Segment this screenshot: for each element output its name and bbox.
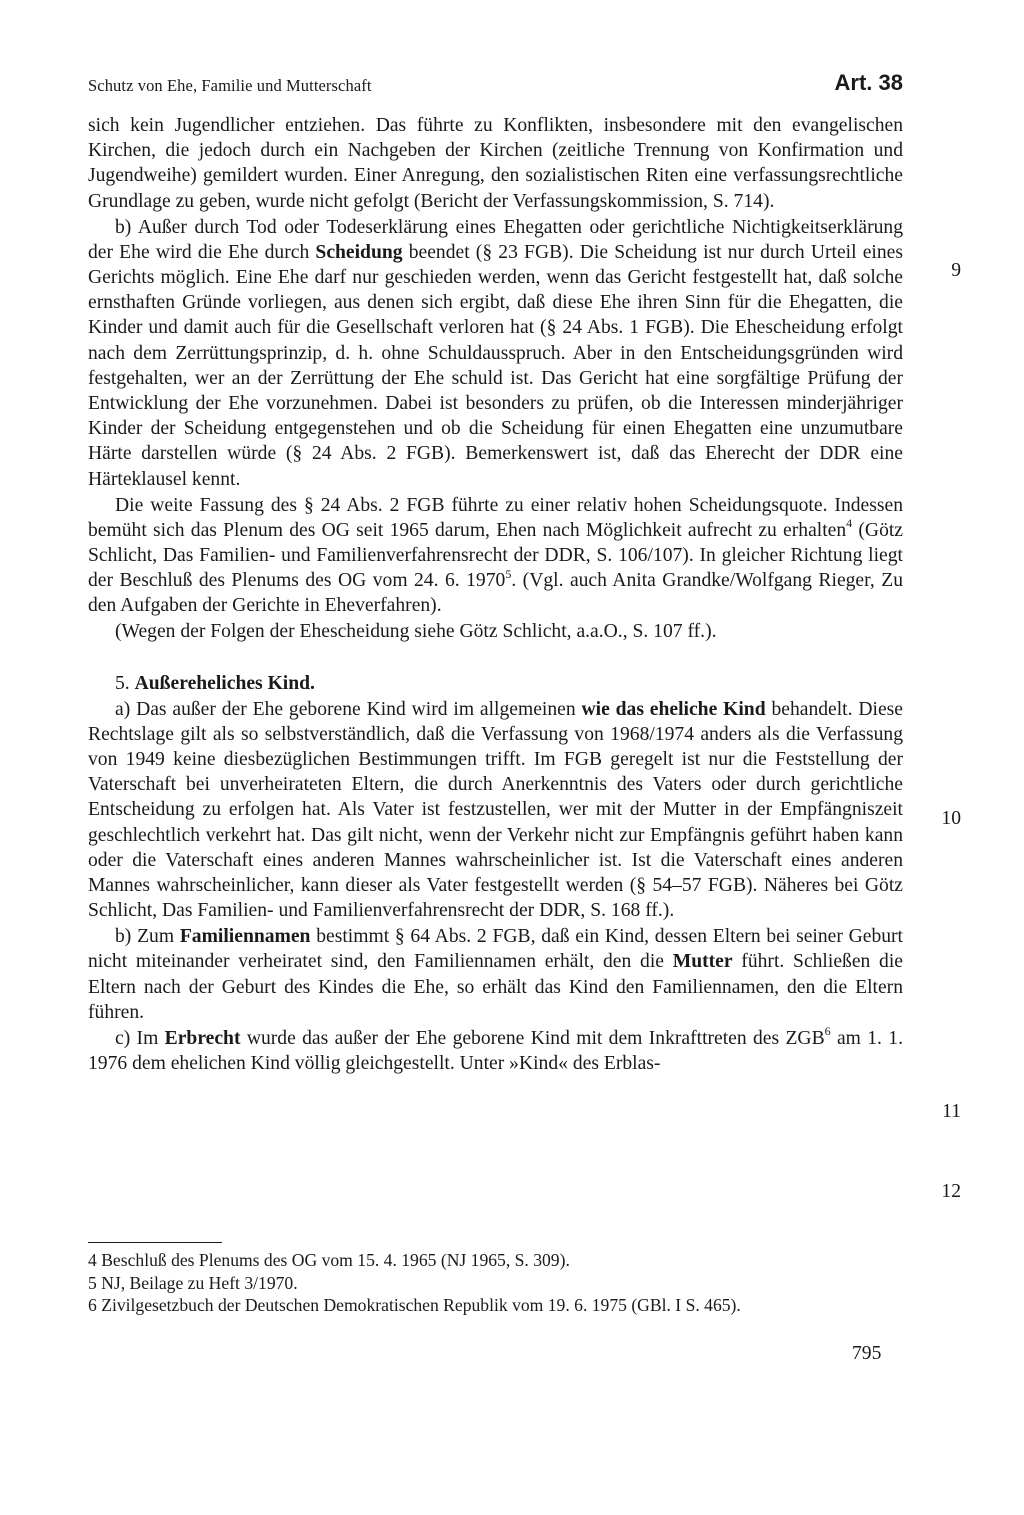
section-number: 5.: [115, 672, 135, 694]
footnote: 6 Zivilgesetzbuch der Deutschen Demokratischen Republik vom 19. 6. 1975 (GBl. I S. 465).: [88, 1295, 741, 1316]
bold-term: Scheidung: [315, 241, 403, 263]
paragraph-text: . (Vgl. auch Anita Grandke/Wolfgang Rieger, Zu den Aufgaben der Gerichte in Eheverfahren).: [88, 570, 903, 617]
footnote-ref: 6: [824, 1024, 831, 1039]
paragraph-text: c) Im: [115, 1027, 165, 1049]
paragraph-text: Die weite Fassung des § 24 Abs. 2 FGB führte zu einer relativ hohen Scheidungsquote. Indessen bemüht sich das Plenum des OG seit 1965 darum, Ehen nach Möglichkeit aufrecht zu erhalten: [88, 494, 903, 541]
section-heading: [88, 671, 903, 696]
footnote: 4 Beschluß des Plenums des OG vom 15. 4. 1965 (NJ 1965, S. 309).: [88, 1250, 570, 1270]
paragraph-text: a) Das außer der Ehe geborene Kind wird im allgemeinen: [115, 698, 582, 720]
paragraph-text: b) Außer durch Tod oder Todeserklärung eines Ehegatten oder gerichtliche Nichtigkeitserklärung der Ehe wird die Ehe durch: [88, 216, 903, 263]
paragraph-1: sich kein Jugendlicher entziehen. Das führte zu Konflikten, insbesondere mit den evangelischen Kirchen, die jedoch durch ein Nachgeben der Kirchen (zeitliche Trennung von Konfirmation und Jugendweihe) gemildert wurden. Einer Anregung, den sozialistischen Riten eine verfassungsrechtliche Grundlage zu geben, wurde nicht gefolgt (Bericht der Verfassungskommission, S. 714).: [88, 115, 903, 212]
footnote-ref: 4: [846, 516, 853, 531]
margin-number: 12: [941, 1181, 961, 1202]
paragraph-erbrecht: [88, 1026, 903, 1076]
footnote-ref: 5: [505, 566, 512, 581]
bold-term: Erbrecht: [164, 1027, 241, 1049]
paragraph-text: bestimmt § 64 Abs. 2 FGB, daß ein Kind, dessen Eltern bei seiner Geburt nicht miteinander verheiratet sind, den Familiennamen erhält, den die: [88, 926, 904, 973]
paragraph-text: behandelt. Diese Rechtslage gilt als so selbstverständlich, daß die Verfassung von 1968/1974 anders als die Verfassung von 1949 keine diesbezüglichen Bestimmungen trifft. Im FGB geregelt ist nur die Feststellung der Vaterschaft bei unverheirateten Eltern, die durch Anerkenntnis des Vaters oder durch gerichtliche Entscheidung zu erfolgen hat. Als Vater ist festzustellen, wer mit der Mutter in der Empfängniszeit geschlechtlich verkehrt hat. Das gilt nicht, wenn der Verkehr nicht zur Empfängnis geführt haben kann oder die Vaterschaft eines anderen Mannes wahrscheinlicher ist. Ist die Vaterschaft eines anderen Mannes wahrscheinlicher, kann dieser als Vater festgestellt werden (§ 54–57 FGB). Näheres bei Götz Schlicht, Das Familien- und Familienverfahrensrecht der DDR, S. 168 ff.).: [88, 698, 903, 922]
body-text: [88, 113, 903, 1076]
bold-term: wie das eheliche Kind: [581, 698, 766, 720]
paragraph-text: (Götz Schlicht, Das Familien- und Familienverfahrensrecht der DDR, S. 106/107). In gleicher Richtung liegt der Beschluß des Plenums des OG vom 24. 6. 1970: [88, 519, 904, 592]
paragraph-text: am 1. 1. 1976 dem ehelichen Kind völlig gleichgestellt. Unter »Kind« des Erblas-: [88, 1027, 903, 1075]
paragraph-familienname: [88, 924, 903, 1025]
paragraph-text: wurde das außer der Ehe geborene Kind mit dem Inkrafttreten des ZGB: [240, 1027, 825, 1049]
margin-number: 11: [942, 1101, 961, 1122]
running-title: Schutz von Ehe, Familie und Mutterschaft: [88, 76, 372, 95]
section-title: Außereheliches Kind.: [134, 672, 315, 694]
paragraph-folgen: (Wegen der Folgen der Ehescheidung siehe Götz Schlicht, a.a.O., S. 107 ff.).: [115, 621, 717, 643]
paragraph-fassung: [88, 493, 903, 619]
article-label: Art. 38: [834, 70, 903, 95]
footnotes: [88, 1249, 903, 1317]
page-number: 795: [852, 1343, 882, 1364]
paragraph-text: führt. Schließen die Eltern nach der Geburt des Kindes die Ehe, so erhält das Kind den Familiennamen, den die Eltern führen.: [88, 951, 903, 1023]
bold-term: Mutter: [672, 951, 733, 973]
footnote-divider: [88, 1242, 222, 1243]
paragraph-eheliches-kind: [88, 697, 903, 924]
paragraph-text: b) Zum: [115, 926, 180, 948]
footnote: 5 NJ, Beilage zu Heft 3/1970.: [88, 1272, 298, 1293]
margin-number: 10: [941, 808, 961, 829]
paragraph-scheidung: [88, 215, 903, 492]
margin-number: 9: [951, 260, 961, 281]
paragraph-text: beendet (§ 23 FGB). Die Scheidung ist nur durch Urteil eines Gerichts möglich. Eine Ehe darf nur geschieden werden, wenn das Gericht festgestellt hat, daß solche ernsthaften Gründe vorliegen, aus denen sich ergibt, daß diese Ehe ihren Sinn für die Ehegatten, die Kinder und damit auch für die Gesellschaft verloren hat (§ 24 Abs. 1 FGB). Die Ehescheidung erfolgt nach dem Zerrüttungsprinzip, d. h. ohne Schuldausspruch. Aber in den Entscheidungsgründen wird festgehalten, wer an der Zerrüttung der Ehe schuld ist. Das Gericht hat eine sorgfältige Prüfung der Entwicklung der Ehe vorzunehmen. Dabei ist besonders zu prüfen, ob die Interessen minderjähriger Kinder der Scheidung entgegenstehen und ob die Scheidung für einen Ehegatten eine unzumutbare Härte darstellen würde (§ 24 Abs. 2 FGB). Bemerkenswert ist, daß das Eherecht der DDR eine Härteklausel kennt.: [88, 241, 903, 490]
bold-term: Familiennamen: [179, 926, 311, 948]
